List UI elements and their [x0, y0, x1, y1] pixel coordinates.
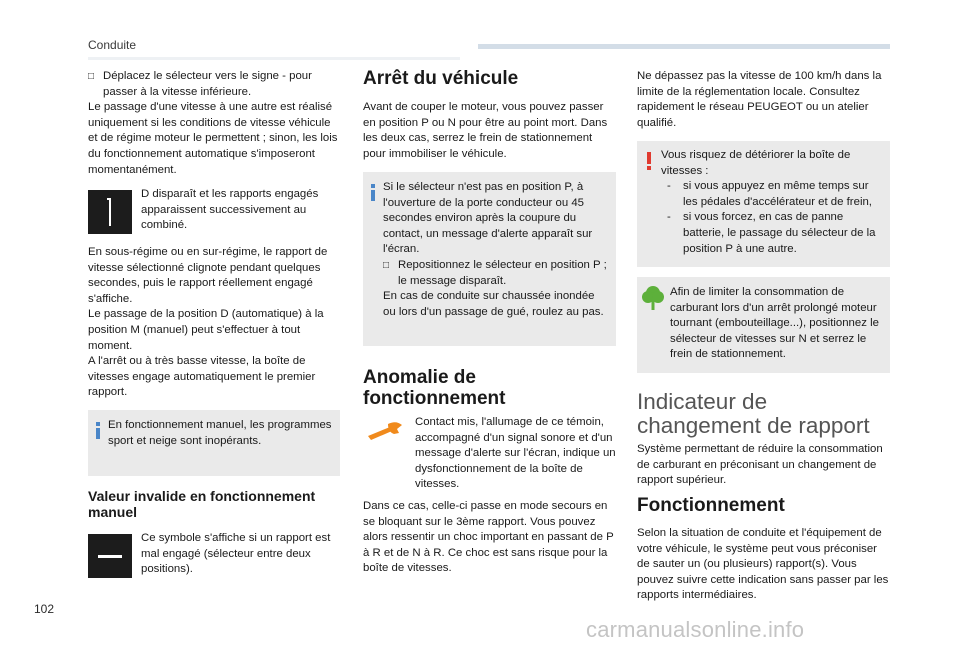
paragraph: En sous-régime ou en sur-régime, le rapport de vitesse sélectionné clignote pendant quelques secondes, puis le rapport réellement engagé s'affiche.: [88, 246, 328, 305]
eco-box: Afin de limiter la consommation de carburant lors d'un arrêt prolongé moteur tournant (embouteillage...), positionnez le sélecteur de vitesses sur N et serrez le frein de stationnement.: [637, 277, 890, 373]
icon-description-invalid: Ce symbole s'affiche si un rapport est mal engagé (sélecteur entre deux positions).: [141, 532, 331, 576]
list-item: - si vous forcez, en cas de panne batterie, le passage du sélecteur de la position P à une autre.: [667, 211, 876, 255]
info-icon: [94, 422, 103, 439]
square-bullet-icon: □: [383, 259, 390, 271]
section-heading: Valeur invalide en fonctionnement manuel: [88, 488, 316, 520]
paragraph: Le passage d'une vitesse à une autre est réalisé uniquement si les conditions de vitesse véhicule et de régime moteur le permettent ; sinon, les lois du fonctionnement automatique s'imposeront momentanément.: [88, 101, 338, 176]
column-1: [88, 69, 338, 178]
paragraph: Système permettant de réduire la consommation de carburant en préconisant un changement de rapport supérieur.: [637, 443, 883, 487]
watermark: carmanualsonline.info: [586, 617, 805, 642]
section-heading: Fonctionnement: [637, 495, 785, 516]
square-bullet-icon: □: [88, 71, 95, 82]
info-box: En fonctionnement manuel, les programmes sport et neige sont inopérants.: [88, 410, 340, 476]
column-1-lower: [88, 245, 338, 401]
eco-tree-icon: [642, 285, 664, 311]
gear-d-icon: [88, 190, 132, 234]
section-heading: Arrêt du véhicule: [363, 68, 519, 89]
section-label: Conduite: [88, 38, 137, 52]
list-item: - si vous appuyez en même temps sur les pédales d'accélérateur et de frein,: [667, 180, 872, 208]
section-heading: Anomalie de fonctionnement: [363, 367, 506, 409]
paragraph: Ne dépassez pas la vitesse de 100 km/h dans la limite de la réglementation locale. Consultez rapidement le réseau PEUGEOT ou un atelier qualifié.: [637, 70, 882, 129]
paragraph: Selon la situation de conduite et l'équipement de votre véhicule, le système peut vous préconiser de sauter un (ou plusieurs) rapport(s). Vous pouvez suivre cette indication sans passer par les rapports intermédiaires.: [637, 527, 889, 602]
page-number: 102: [34, 602, 55, 616]
exclamation-icon: [647, 152, 652, 170]
paragraph: Dans ce cas, celle-ci passe en mode secours en se bloquant sur le 3ème rapport. Vous pouvez alors ressentir un choc important en passant de P à R et de N à R. Ce choc est sans risque pour la boîte de vitesses.: [363, 500, 614, 575]
invalid-gear-icon: [88, 534, 132, 578]
paragraph: Avant de couper le moteur, vous pouvez passer en position P ou N pour être au point mort. Dans les deux cas, serrez le frein de stationnement pour immobiliser le véhicule.: [363, 101, 608, 160]
icon-description-anomalie: Contact mis, l'allumage de ce témoin, accompagné d'un signal sonore et d'un message d'alerte sur l'écran, indique un dysfonctionnement de la boîte de vitesses.: [415, 416, 616, 491]
bullet-item: □ Déplacez le sélecteur vers le signe - pour passer à la vitesse inférieure.: [88, 70, 312, 98]
bullet-item: □ Repositionnez le sélecteur en position P ; le message disparaît.: [383, 258, 607, 287]
info-icon: [369, 184, 378, 201]
paragraph: A l'arrêt ou à très basse vitesse, la boîte de vitesses engage automatiquement le premier rapport.: [88, 355, 316, 399]
warning-box: Vous risquez de détériorer la boîte de vitesses : - si vous appuyez en même temps sur les pédales d'accélérateur et de frein, - si vous forcez, en cas de panne batterie, le passage du sélecteur de la position P à une autre.: [637, 141, 890, 267]
icon-description-d: D disparaît et les rapports engagés apparaissent successivement au combiné.: [141, 188, 319, 232]
paragraph: Le passage de la position D (automatique) à la position M (manuel) peut s'effectuer à tout moment.: [88, 308, 324, 352]
header-bar: [478, 44, 890, 49]
section-heading: Indicateur de changement de rapport: [637, 389, 870, 438]
header-rule: [88, 57, 460, 60]
info-box: Si le sélecteur n'est pas en position P, à l'ouverture de la porte conducteur ou 45 secondes environ après la coupure du contact, un message d'alerte apparaît sur l'écran. □ Repositionnez le sélecteur en position P ; le message disparaît. En cas de conduite sur chaussée inondée ou lors d'un passage de gué, roulez au pas.: [363, 172, 616, 346]
wrench-warning-icon: [366, 420, 404, 442]
